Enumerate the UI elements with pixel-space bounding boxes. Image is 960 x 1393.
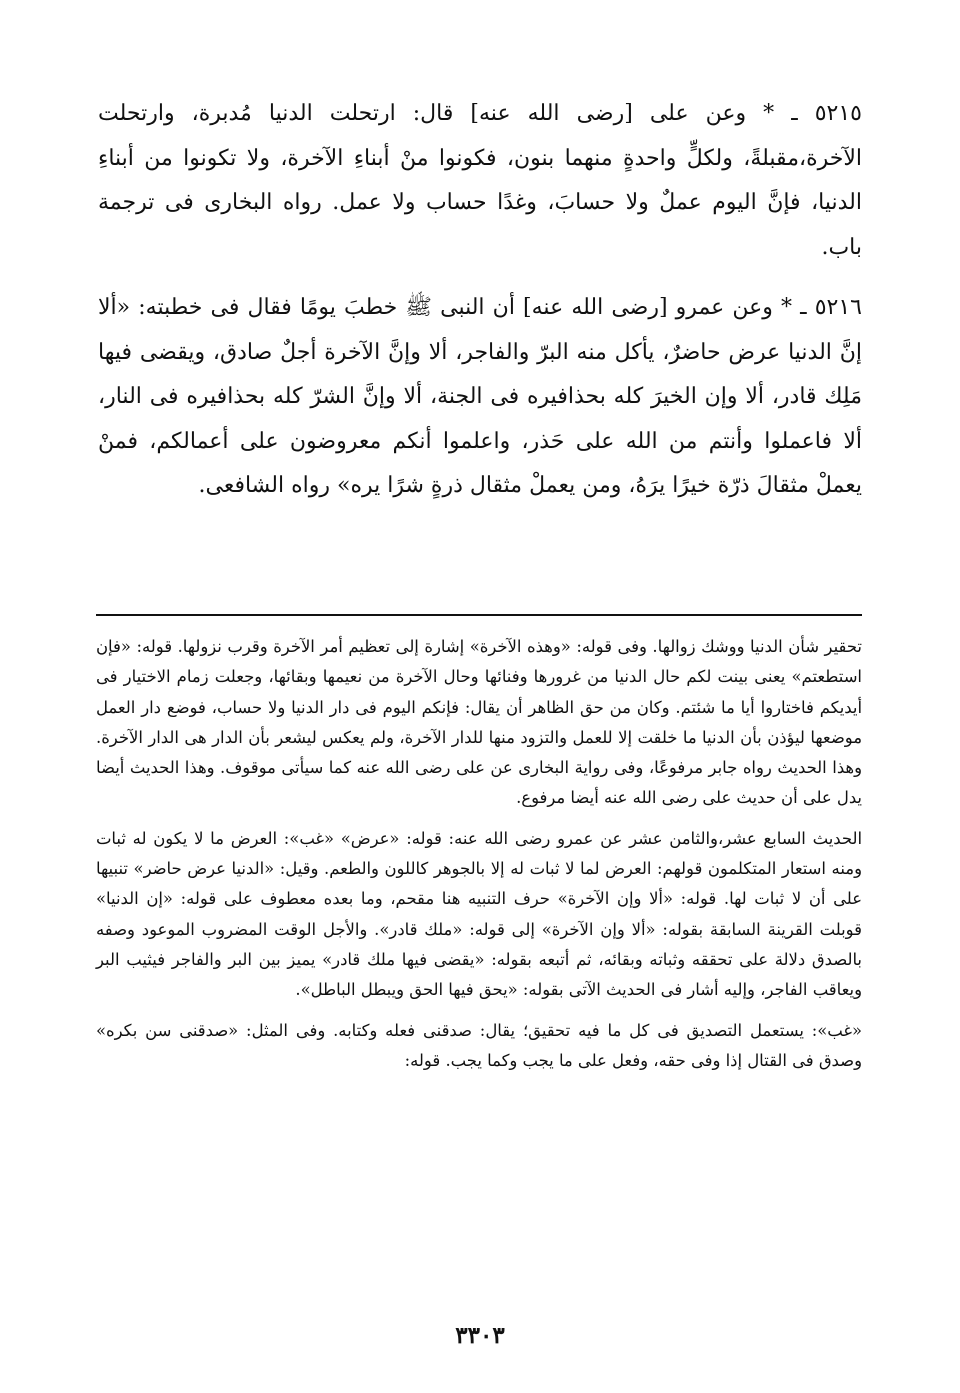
commentary-footnotes [96,632,862,1076]
footnote-paragraph: «غب»: يستعمل التصديق فى كل ما فيه تحقيق؛ يقال: صدقنى فعله وكتابه. وفى المثل: «صدقنى سن بكره» وصدق فى القتال إذا وفى حقه، وفعل على ما يجب وكما يجب. قوله: [96,1020,862,1070]
hadith-text [98,92,862,509]
hadith-5216: ٥٢١٦ ـ * وعن عمرو [رضى الله عنه] أن النبى ﷺ خطبَ يومًا فقال فى خطبته: «ألا إنَّ الدنيا عرض حاضرٌ، يأكل منه البرّ والفاجر، ألا وإنَّ الآخرة أجلٌ صادق، ويقضى فيها مَلِك قادر، ألا وإن الخيرَ كله بحذافيره فى الجنة، ألا وإنَّ الشرّ كله بحذافيره فى النار، ألا فاعملوا وأنتم من الله على حَذر، واعلموا أنكم معروضون على أعمالكم، فمنْ يعملْ مثقالَ ذرّة خيرًا يرَهُ، ومن يعملْ مثقال ذرةٍ شرًا يره» رواه الشافعى. [98,295,862,498]
page-number: ٣٣٠٣ [455,1322,505,1349]
footnote-paragraph: تحقير شأن الدنيا ووشك زوالها. وفى قوله: «وهذه الآخرة» إشارة إلى تعظيم أمر الآخرة وقرب نزولها. قوله: «فإن استطعتم» يعنى بينت لكم حال الدنيا من غرورها وفنائها وحال الآخرة من نعيمها وبقائها، وجعلت زمام الاختيار فى أيديكم فاختاروا أيا ما شئتم. وكان من حق الظاهر أن يقال: فإنكم اليوم فى دار الدنيا ولا حساب، فوضع دار العمل موضعها ليؤذن بأن الدنيا ما خلقت إلا للعمل والتزود منها للدار الآخرة، ولم يعكس ليشعر بأن الدار هى الدار الآخرة. وهذا الحديث رواه جابر مرفوعًا، وفى رواية البخارى عن على رضى الله عنه كما سيأتى موقوف. وهذا الحديث أيضا يدل على أن حديث على رضى الله عنه أيضا مرفوع. [96,637,862,808]
footnote-paragraph: الحديث السابع عشر،والثامن عشر عن عمرو رضى الله عنه: قوله: «عرض» «غب»: العرض ما لا يكون له ثبات ومنه استعار المتكلمون قولهم: العرض لما لا ثبات له إلا بالجوهر كاللون والطعم. وقيل: «الدنيا عرض حاضر» تنبيها على أن لا ثبات لها. قوله: «ألا وإن الآخرة» حرف التنبيه هنا مقحم، وما بعده معطوف على قوله: «إن الدنيا» قوبلت القرينة السابقة بقوله: «ألا وإن الآخرة» إلى قوله: «ملك قادر». والأجل الوقت المضروب الموعود وصفه بالصدق دلالة على تحققه وثباته وبقائه، ثم أتبعه بقوله: «يقضى فيها ملك قادر» يميز بين البر والفاجر فيثيب البر ويعاقب الفاجر، وإليه أشار فى الحديث الآتى بقوله: «يحق فيها الحق ويبطل الباطل». [96,828,862,1000]
hadith-5215: ٥٢١٥ ـ * وعن على [رضى الله عنه] قال: ارتحلت الدنيا مُدبرة، وارتحلت الآخرة،مقبلةً، ولكلٍّ واحدةٍ منهما بنون، فكونوا منْ أبناءِ الآخرة، ولا تكونوا من أبناءِ الدنيا، فإنَّ اليوم عملٌ ولا حسابَ، وغدًا حساب ولا عمل. رواه البخارى فى ترجمة باب. [98,101,862,260]
footnote-divider [96,614,862,616]
